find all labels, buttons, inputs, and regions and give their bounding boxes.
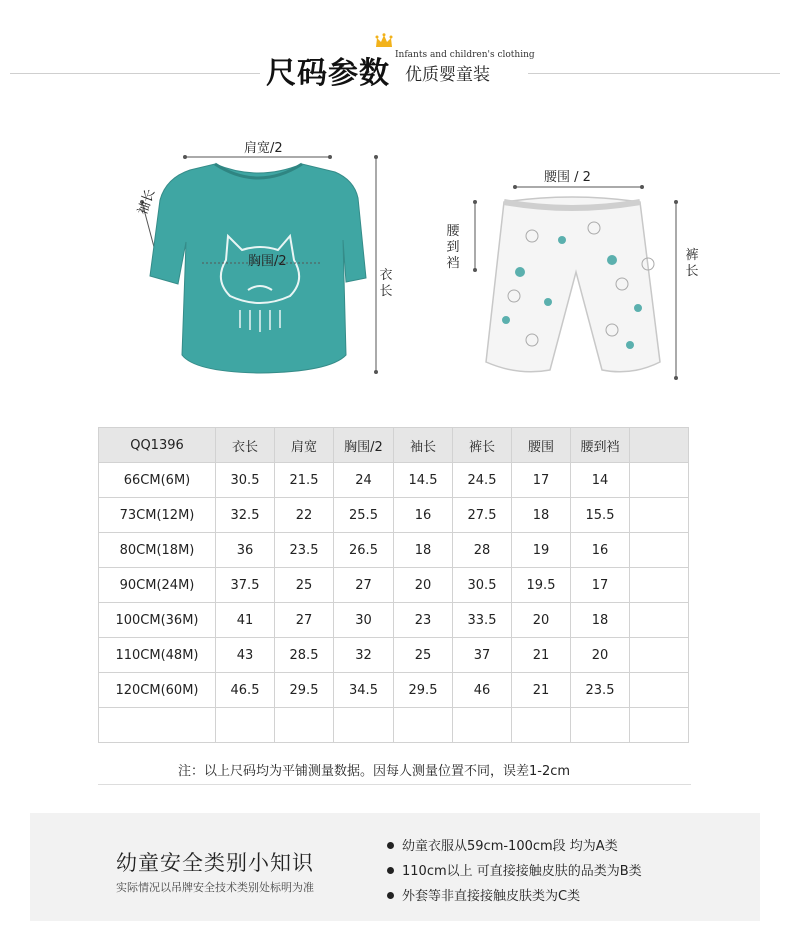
header-divider-left xyxy=(10,73,260,74)
table-row xyxy=(99,463,689,498)
table-cell: 14 xyxy=(571,463,630,498)
table-cell: 28 xyxy=(453,533,512,568)
table-header-cell: 胸围/2 xyxy=(334,428,394,463)
table-cell xyxy=(394,708,453,743)
table-header-cell: 腰到裆 xyxy=(571,428,630,463)
table-row xyxy=(99,533,689,568)
safety-panel xyxy=(30,813,760,921)
safety-subtitle: 实际情况以吊牌安全技术类别处标明为准 xyxy=(116,881,314,894)
table-cell: 33.5 xyxy=(453,603,512,638)
table-cell: 15.5 xyxy=(571,498,630,533)
header-divider-right xyxy=(528,73,780,74)
table-cell: 18 xyxy=(394,533,453,568)
table-cell: 41 xyxy=(216,603,275,638)
size-table xyxy=(98,427,689,743)
table-cell: 19.5 xyxy=(512,568,571,603)
note-divider xyxy=(98,784,691,785)
table-cell: 30.5 xyxy=(216,463,275,498)
table-cell: 20 xyxy=(394,568,453,603)
table-cell: 37 xyxy=(453,638,512,673)
table-cell: 25 xyxy=(275,568,334,603)
table-cell: 36 xyxy=(216,533,275,568)
table-cell: 29.5 xyxy=(394,673,453,708)
table-cell: 46.5 xyxy=(216,673,275,708)
safety-bullet xyxy=(387,885,580,904)
pants-length-label: 裤长 xyxy=(685,248,699,279)
table-cell: 20 xyxy=(512,603,571,638)
table-cell: 20 xyxy=(571,638,630,673)
table-cell xyxy=(334,708,394,743)
table-cell: 37.5 xyxy=(216,568,275,603)
crown-icon xyxy=(374,33,394,49)
size-cell: 100CM(36M) xyxy=(99,603,216,638)
table-row xyxy=(99,638,689,673)
shoulder-label: 肩宽/2 xyxy=(244,141,283,156)
table-header-cell: 腰围 xyxy=(512,428,571,463)
table-cell: 17 xyxy=(571,568,630,603)
size-cell: 90CM(24M) xyxy=(99,568,216,603)
table-cell: 17 xyxy=(512,463,571,498)
table-cell: 46 xyxy=(453,673,512,708)
table-cell: 23.5 xyxy=(571,673,630,708)
table-row xyxy=(99,603,689,638)
table-cell: 27 xyxy=(275,603,334,638)
subtitle-english: Infants and children's clothing xyxy=(395,50,535,60)
table-cell xyxy=(453,708,512,743)
table-row xyxy=(99,708,689,743)
table-header-cell xyxy=(630,428,689,463)
measurement-note: 注：以上尺码均为平铺测量数据。因每人测量位置不同，误差1-2cm xyxy=(178,764,571,779)
size-cell: 110CM(48M) xyxy=(99,638,216,673)
table-row xyxy=(99,673,689,708)
table-cell xyxy=(512,708,571,743)
safety-bullet-text: 幼童衣服从59cm-100cm段 均为A类 xyxy=(402,839,618,854)
table-cell: 24.5 xyxy=(453,463,512,498)
table-cell xyxy=(630,603,689,638)
waist-label: 腰围 / 2 xyxy=(544,170,591,185)
table-cell: 16 xyxy=(394,498,453,533)
safety-bullet-text: 110cm以上 可直接接触皮肤的品类为B类 xyxy=(402,864,642,879)
table-cell: 28.5 xyxy=(275,638,334,673)
bullet-dot-icon xyxy=(387,867,394,874)
table-cell: 25 xyxy=(394,638,453,673)
table-cell: 18 xyxy=(571,603,630,638)
table-cell xyxy=(630,638,689,673)
bullet-dot-icon xyxy=(387,892,394,899)
table-cell: 30.5 xyxy=(453,568,512,603)
table-cell: 43 xyxy=(216,638,275,673)
table-cell: 24 xyxy=(334,463,394,498)
table-cell xyxy=(571,708,630,743)
table-cell xyxy=(630,498,689,533)
safety-bullet-text: 外套等非直接接触皮肤类为C类 xyxy=(402,889,581,904)
page-title: 尺码参数 xyxy=(266,56,390,91)
table-cell: 27 xyxy=(334,568,394,603)
table-cell: 18 xyxy=(512,498,571,533)
table-cell xyxy=(216,708,275,743)
table-header-cell: 袖长 xyxy=(394,428,453,463)
table-header-row xyxy=(99,428,689,463)
table-cell: 19 xyxy=(512,533,571,568)
size-cell: 120CM(60M) xyxy=(99,673,216,708)
table-cell: 22 xyxy=(275,498,334,533)
table-header-cell: 肩宽 xyxy=(275,428,334,463)
table-cell: 32.5 xyxy=(216,498,275,533)
table-cell: 21 xyxy=(512,673,571,708)
table-cell: 30 xyxy=(334,603,394,638)
table-cell xyxy=(275,708,334,743)
table-cell xyxy=(630,568,689,603)
bullet-dot-icon xyxy=(387,842,394,849)
table-cell xyxy=(630,708,689,743)
rise-label: 腰到裆 xyxy=(446,224,460,271)
length-label: 衣长 xyxy=(379,268,393,299)
safety-bullet xyxy=(387,860,642,879)
safety-bullet xyxy=(387,835,618,854)
subtitle: 优质婴童装 xyxy=(405,65,490,85)
table-cell: 16 xyxy=(571,533,630,568)
table-cell xyxy=(630,673,689,708)
table-row xyxy=(99,568,689,603)
sleeve-label: 袖长 xyxy=(135,187,159,217)
table-cell: 23 xyxy=(394,603,453,638)
table-row xyxy=(99,498,689,533)
table-cell: 27.5 xyxy=(453,498,512,533)
table-cell: 14.5 xyxy=(394,463,453,498)
table-header-cell: 裤长 xyxy=(453,428,512,463)
size-cell: 73CM(12M) xyxy=(99,498,216,533)
chest-label: 胸围/2 xyxy=(248,254,287,269)
size-cell: 66CM(6M) xyxy=(99,463,216,498)
safety-title: 幼童安全类别小知识 xyxy=(116,851,314,875)
table-cell xyxy=(630,533,689,568)
table-cell: 34.5 xyxy=(334,673,394,708)
table-cell: 26.5 xyxy=(334,533,394,568)
pants-illustration xyxy=(462,180,687,380)
table-cell: 21.5 xyxy=(275,463,334,498)
table-cell: 23.5 xyxy=(275,533,334,568)
table-cell xyxy=(630,463,689,498)
size-cell xyxy=(99,708,216,743)
table-cell: 21 xyxy=(512,638,571,673)
table-cell: 25.5 xyxy=(334,498,394,533)
table-cell: 32 xyxy=(334,638,394,673)
table-header-cell: QQ1396 xyxy=(99,428,216,463)
size-cell: 80CM(18M) xyxy=(99,533,216,568)
table-header-cell: 衣长 xyxy=(216,428,275,463)
table-cell: 29.5 xyxy=(275,673,334,708)
